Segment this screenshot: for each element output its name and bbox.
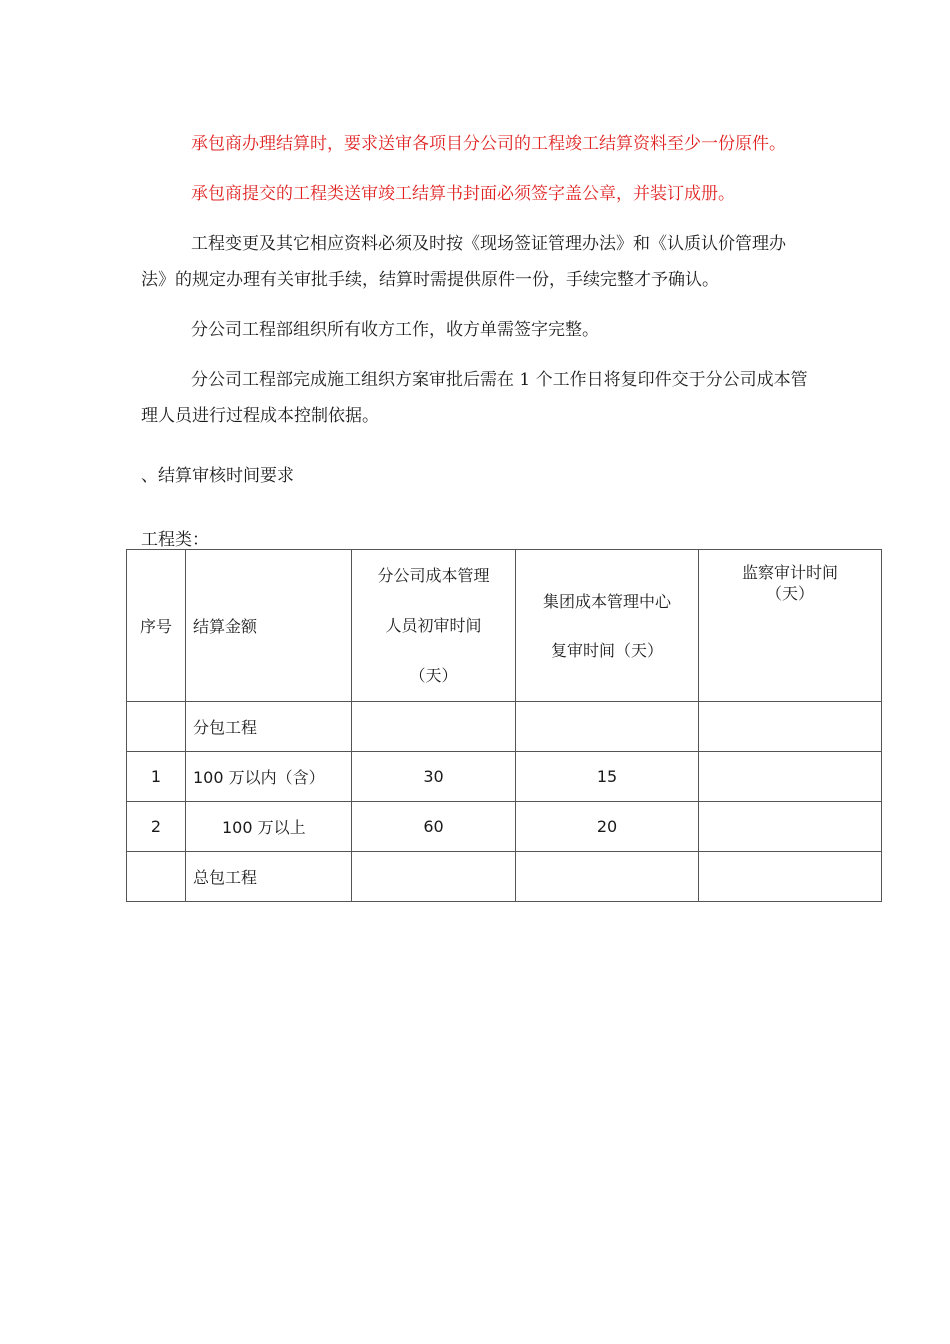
header-branch-review	[352, 550, 516, 702]
requirement-change-approval-line1: 工程变更及其它相应资料必须及时按《现场签证管理办法》和《认质认价管理办	[191, 234, 786, 254]
requirement-change-approval-line2: 法》的规定办理有关审批手续，结算时需提供原件一份，手续完整才予确认。	[141, 270, 719, 290]
cell-branch-days: 30	[352, 752, 516, 802]
header-seq: 序号	[127, 550, 186, 702]
cell-audit-days	[699, 702, 882, 752]
requirement-original-documents: 承包商办理结算时，要求送审各项目分公司的工程竣工结算资料至少一份原件。	[191, 134, 786, 154]
header-branch-review-line: 人员初审时间	[385, 615, 482, 635]
header-audit	[699, 550, 882, 702]
cell-branch-days	[352, 702, 516, 752]
header-branch-review-line: （天）	[409, 665, 458, 685]
cell-seq: 1	[127, 752, 186, 802]
table-header-row	[127, 550, 882, 702]
cell-group-days: 15	[516, 752, 699, 802]
cell-amount: 100 万以上	[186, 802, 352, 852]
section-heading: 、结算审核时间要求	[141, 466, 294, 486]
header-group-review-line: 集团成本管理中心	[542, 591, 671, 611]
cell-seq	[127, 702, 186, 752]
table-row	[127, 702, 882, 752]
settlement-time-table	[126, 549, 882, 902]
table-row	[127, 752, 882, 802]
header-audit-line: 监察审计时间	[741, 563, 838, 582]
cell-branch-days: 60	[352, 802, 516, 852]
cell-group-days: 20	[516, 802, 699, 852]
header-group-review	[516, 550, 699, 702]
cell-amount: 分包工程	[186, 702, 352, 752]
header-branch-review-line: 分公司成本管理	[377, 565, 490, 585]
table-caption: 工程类：	[141, 530, 209, 550]
cell-branch-days	[352, 852, 516, 902]
requirement-receipt-signature: 分公司工程部组织所有收方工作，收方单需签字完整。	[191, 320, 599, 340]
cell-amount: 总包工程	[186, 852, 352, 902]
table-row	[127, 802, 882, 852]
cell-audit-days	[699, 802, 882, 852]
cell-seq: 2	[127, 802, 186, 852]
header-amount: 结算金额	[186, 550, 352, 702]
requirement-plan-copy-line2: 理人员进行过程成本控制依据。	[141, 406, 379, 426]
cell-group-days	[516, 702, 699, 752]
requirement-plan-copy-line1: 分公司工程部完成施工组织方案审批后需在 1 个工作日将复印件交于分公司成本管	[191, 370, 808, 390]
requirement-cover-seal: 承包商提交的工程类送审竣工结算书封面必须签字盖公章，并装订成册。	[191, 184, 735, 204]
cell-audit-days	[699, 852, 882, 902]
cell-group-days	[516, 852, 699, 902]
table-row	[127, 852, 882, 902]
cell-seq	[127, 852, 186, 902]
header-group-review-line: 复审时间（天）	[550, 640, 663, 660]
cell-amount: 100 万以内（含）	[186, 752, 352, 802]
cell-audit-days	[699, 752, 882, 802]
header-audit-line: （天）	[765, 584, 814, 603]
